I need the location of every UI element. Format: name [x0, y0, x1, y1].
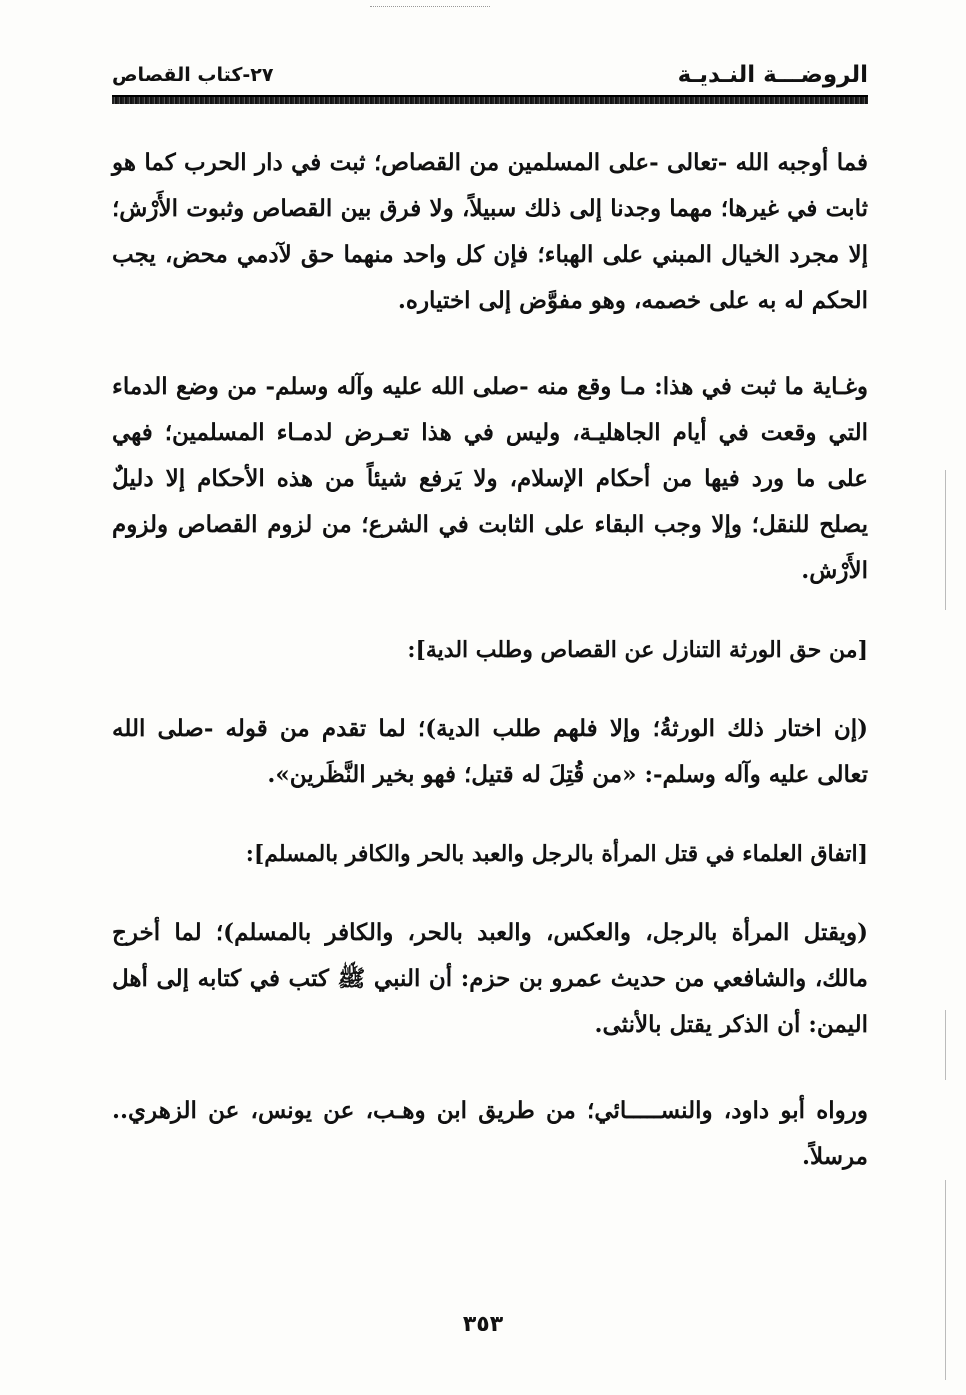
book-title: الروضـــة النـديـة	[677, 62, 868, 88]
chapter-title: ٢٧-كتاب القصاص	[112, 64, 274, 86]
paragraph: وغـاية ما ثبت في هذا: مـا وقع منه -صلى الله عليه وآله وسلم- من وضع الدماء التي وقعت في أيام الجاهليـة، وليس في هذا تعـرض لدمـاء المسلمين؛ فهي على ما ورد فيها من أحكام الإسلام، ولا يَرفع شيئاً من هذه الأحكام إلا دليلٌ يصلح للنقل؛ وإلا وجب البقاء على الثابت في الشرع؛ من لزوم القصاص ولزوم الأَرْش.	[112, 373, 868, 584]
paragraph: ورواه أبو داود، والنســـــائي؛ من طريق ابن وهـب، عن يونس، عن الزهري.. مرسلاً.	[112, 1097, 868, 1170]
paragraph: (إن اختار ذلك الورثةُ؛ وإلا فلهم طلب الدية)؛ لما تقدم من قوله -صلى الله تعالى عليه وآله وسلم-: «من قُتِلَ له قتيل؛ فهو بخير النَّظَرين».	[112, 715, 868, 788]
paragraph: فما أوجبه الله -تعالى -على المسلمين من القصاص؛ ثبت في دار الحرب كما هو ثابت في غيرها؛ مهما وجدنا إلى ذلك سبيلاً، ولا فرق بين القصاص وثبوت الأَرْش؛ إلا مجرد الخيال المبني على الهباء؛ فإن كل واحد منهما حق لآدمي محض، يجب الحكم له به على خصمه، وهو مفوَّض إلى اختياره.	[112, 149, 868, 314]
scan-artifact-edge	[945, 1180, 946, 1380]
scan-artifact-edge	[945, 1010, 946, 1080]
scan-artifact-edge	[945, 470, 946, 610]
header-rule	[112, 95, 868, 104]
section-heading: [اتفاق العلماء في قتل المرأة بالرجل والعبد بالحر والكافر بالمسلم]:	[245, 841, 868, 867]
running-header	[112, 62, 868, 96]
page-number: ٣٥٣	[462, 1312, 504, 1337]
scan-artifact-line	[370, 6, 490, 8]
paragraph: (ويقتل المرأة بالرجل، والعكس، والعبد بالحر، والكافر بالمسلم)؛ لما أخرج مالك، والشافعي من حديث عمرو بن حزم: أن النبي ﷺ كتب في كتابه إلى أهل اليمن: أن الذكر يقتل بالأنثى.	[112, 919, 868, 1038]
page-body	[112, 140, 868, 1180]
section-heading: [من حق الورثة التنازل عن القصاص وطلب الدية]:	[407, 637, 868, 663]
